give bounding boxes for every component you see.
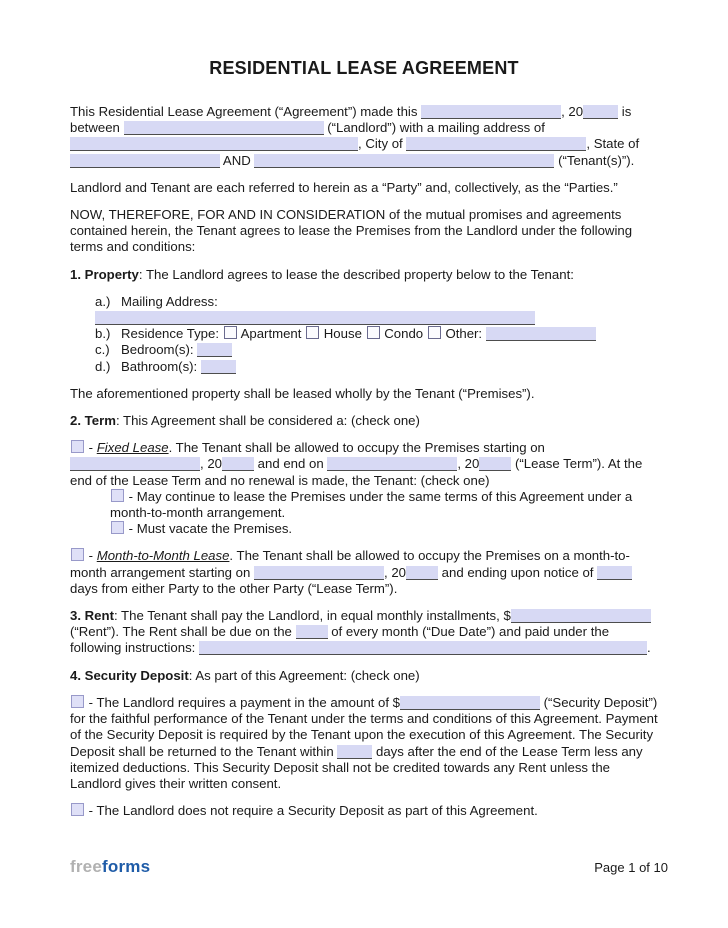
m2m-notice-days-field[interactable] <box>597 566 632 580</box>
mailing-address-row <box>95 294 658 326</box>
fixed-start-date-field[interactable] <box>70 457 200 471</box>
no-deposit-checkbox[interactable] <box>71 803 84 816</box>
rent-text-1: : The Tenant shall pay the Landlord, in equal monthly installments, $ <box>113 608 511 624</box>
fixed-lease-text-3: and end on <box>254 456 328 472</box>
intro-text-5: , City of <box>358 136 407 152</box>
fixed-lease-block <box>70 440 658 537</box>
other-label: Other: <box>445 326 486 342</box>
house-label: House <box>323 326 366 342</box>
m2m-text-2: , 20 <box>384 564 406 580</box>
rent-heading-number: 3. Rent <box>70 608 114 624</box>
tenant-name-field[interactable] <box>254 154 554 168</box>
brand-forms-text: forms <box>102 857 151 876</box>
rent-due-day-field[interactable] <box>296 625 328 639</box>
item-a-label: a.) <box>95 293 111 309</box>
apartment-label: Apartment <box>240 326 306 342</box>
deposit-required-text-3: days after the end of the Lease Term less any itemized deductions. This Security Deposit shall not be credited towards any Rent unless the Landlord gives their written consent. <box>70 743 643 791</box>
intro-text-4: (“Landlord”) with a mailing address of <box>323 120 545 136</box>
deposit-heading-text: : As part of this Agreement: (check one) <box>188 667 420 683</box>
deposit-required-text-2: (“Security Deposit”) for the faithful performance of the Tenant under the terms and conditions of this Agreement. Payment of the Security Deposit is required by the Tenant upon the execution of this Agreement. The Security Deposit shall be returned to the Tenant within <box>70 694 658 759</box>
bedrooms-field[interactable] <box>197 343 232 357</box>
intro-text-3: is between <box>70 104 632 136</box>
parties-paragraph: Landlord and Tenant are each referred to herein as a “Party” and, collectively, as the “Parties.” <box>70 179 618 195</box>
mailing-address-label: Mailing Address: <box>121 293 218 309</box>
deposit-heading-number: 4. Security Deposit <box>70 667 189 683</box>
month-to-month-checkbox[interactable] <box>71 548 84 561</box>
vacate-option-text: - Must vacate the Premises. <box>125 521 293 537</box>
rent-text-2: (“Rent”). The Rent shall be due on the <box>70 624 296 640</box>
item-c-label: c.) <box>95 342 110 358</box>
fixed-lease-checkbox[interactable] <box>71 440 84 453</box>
fixed-lease-text-5: (“Lease Term”). At the end of the Lease Term and no renewal is made, the Tenant: (check one) <box>70 456 643 488</box>
city-field[interactable] <box>406 137 586 151</box>
payment-instructions-field[interactable] <box>199 641 647 655</box>
m2m-start-year-field[interactable] <box>406 566 438 580</box>
intro-text-2: , 20 <box>561 104 584 119</box>
m2m-dash: - <box>85 548 97 564</box>
premises-note: The aforementioned property shall be leased wholly by the Tenant (“Premises”). <box>70 385 535 401</box>
residence-type-row <box>95 326 658 342</box>
term-heading-number: 2. Term <box>70 413 116 429</box>
must-vacate-checkbox[interactable] <box>111 521 124 534</box>
month-to-month-title: Month-to-Month Lease <box>96 548 230 564</box>
m2m-text-1: . The Tenant shall be allowed to occupy the Premises on a month-to-month arrangement starting on <box>70 548 630 580</box>
fixed-lease-title: Fixed Lease <box>96 440 169 456</box>
landlord-address-field[interactable] <box>70 137 358 151</box>
no-security-deposit-paragraph <box>70 803 658 819</box>
continue-month-to-month-checkbox[interactable] <box>111 489 124 502</box>
property-list <box>70 294 658 375</box>
agreement-day-field[interactable] <box>421 105 561 119</box>
term-section-heading <box>70 413 658 429</box>
fixed-end-date-field[interactable] <box>327 457 457 471</box>
m2m-start-date-field[interactable] <box>254 566 384 580</box>
fixed-end-year-field[interactable] <box>479 457 511 471</box>
intro-text-1: This Residential Lease Agreement (“Agreement”) made this <box>70 104 422 119</box>
intro-paragraph <box>70 104 658 169</box>
fixed-lease-dash: - <box>85 440 97 456</box>
month-to-month-paragraph <box>70 548 658 597</box>
intro-text-7: AND <box>220 152 255 168</box>
monthly-rent-amount-field[interactable] <box>511 609 651 623</box>
intro-text-6: , State of <box>586 136 640 152</box>
landlord-name-field[interactable] <box>124 121 324 135</box>
fixed-start-year-field[interactable] <box>222 457 254 471</box>
agreement-year-field[interactable] <box>583 105 618 119</box>
deposit-required-checkbox[interactable] <box>71 695 84 708</box>
deposit-required-text-1: - The Landlord requires a payment in the amount of $ <box>85 694 400 710</box>
document-title: RESIDENTIAL LEASE AGREEMENT <box>209 58 519 78</box>
rent-text-4: . <box>647 640 651 656</box>
fixed-lease-text-1: . The Tenant shall be allowed to occupy the Premises starting on <box>168 440 545 456</box>
page-number: Page 1 of 10 <box>594 860 668 875</box>
m2m-text-3: and ending upon notice of <box>438 564 598 580</box>
property-heading-number: 1. Property <box>70 266 139 282</box>
condo-checkbox[interactable] <box>367 326 380 339</box>
apartment-checkbox[interactable] <box>224 326 237 339</box>
brand-free-text: free <box>70 857 102 876</box>
property-section-heading <box>70 267 658 283</box>
bathrooms-row <box>95 359 658 375</box>
fixed-lease-text-4: , 20 <box>457 456 480 472</box>
fixed-lease-text-2: , 20 <box>200 456 222 472</box>
bedrooms-row <box>95 342 658 358</box>
item-b-label: b.) <box>95 326 111 342</box>
item-d-label: d.) <box>95 358 111 374</box>
rent-paragraph <box>70 608 658 657</box>
property-mailing-address-field[interactable] <box>95 311 535 325</box>
rent-text-3: of every month (“Due Date”) and paid under the following instructions: <box>70 624 610 656</box>
condo-label: Condo <box>384 326 427 342</box>
bathrooms-label: Bathroom(s): <box>121 358 201 374</box>
security-deposit-required-paragraph <box>70 695 658 792</box>
security-deposit-heading <box>70 668 658 684</box>
property-heading-text: : The Landlord agrees to lease the described property below to the Tenant: <box>138 266 574 282</box>
bedrooms-label: Bedroom(s): <box>121 342 198 358</box>
deposit-return-days-field[interactable] <box>337 745 372 759</box>
state-field[interactable] <box>70 154 220 168</box>
consideration-paragraph: NOW, THEREFORE, FOR AND IN CONSIDERATION of the mutual promises and agreements contained herein, the Tenant agrees to lease the Premises from the Landlord under the following terms and conditions: <box>70 207 633 255</box>
no-deposit-text: - The Landlord does not require a Security Deposit as part of this Agreement. <box>85 803 538 819</box>
intro-text-8: (“Tenant(s)”). <box>554 152 635 168</box>
residence-type-label: Residence Type: <box>121 326 223 342</box>
security-deposit-amount-field[interactable] <box>400 696 540 710</box>
fixed-lease-option-vacate <box>70 521 658 537</box>
freeforms-logo <box>70 858 150 876</box>
continue-option-text: - May continue to lease the Premises under the same terms of this Agreement under a month-to-month arrangement. <box>110 488 633 521</box>
m2m-text-4: days from either Party to the other Party (“Lease Term”). <box>70 580 398 596</box>
footer <box>70 858 668 876</box>
other-checkbox[interactable] <box>428 326 441 339</box>
bathrooms-field[interactable] <box>201 360 236 374</box>
fixed-lease-option-continue <box>70 489 658 521</box>
house-checkbox[interactable] <box>306 326 319 339</box>
fixed-lease-paragraph <box>70 440 658 489</box>
other-residence-type-field[interactable] <box>486 327 596 341</box>
term-heading-text: : This Agreement shall be considered a: (check one) <box>115 413 420 429</box>
